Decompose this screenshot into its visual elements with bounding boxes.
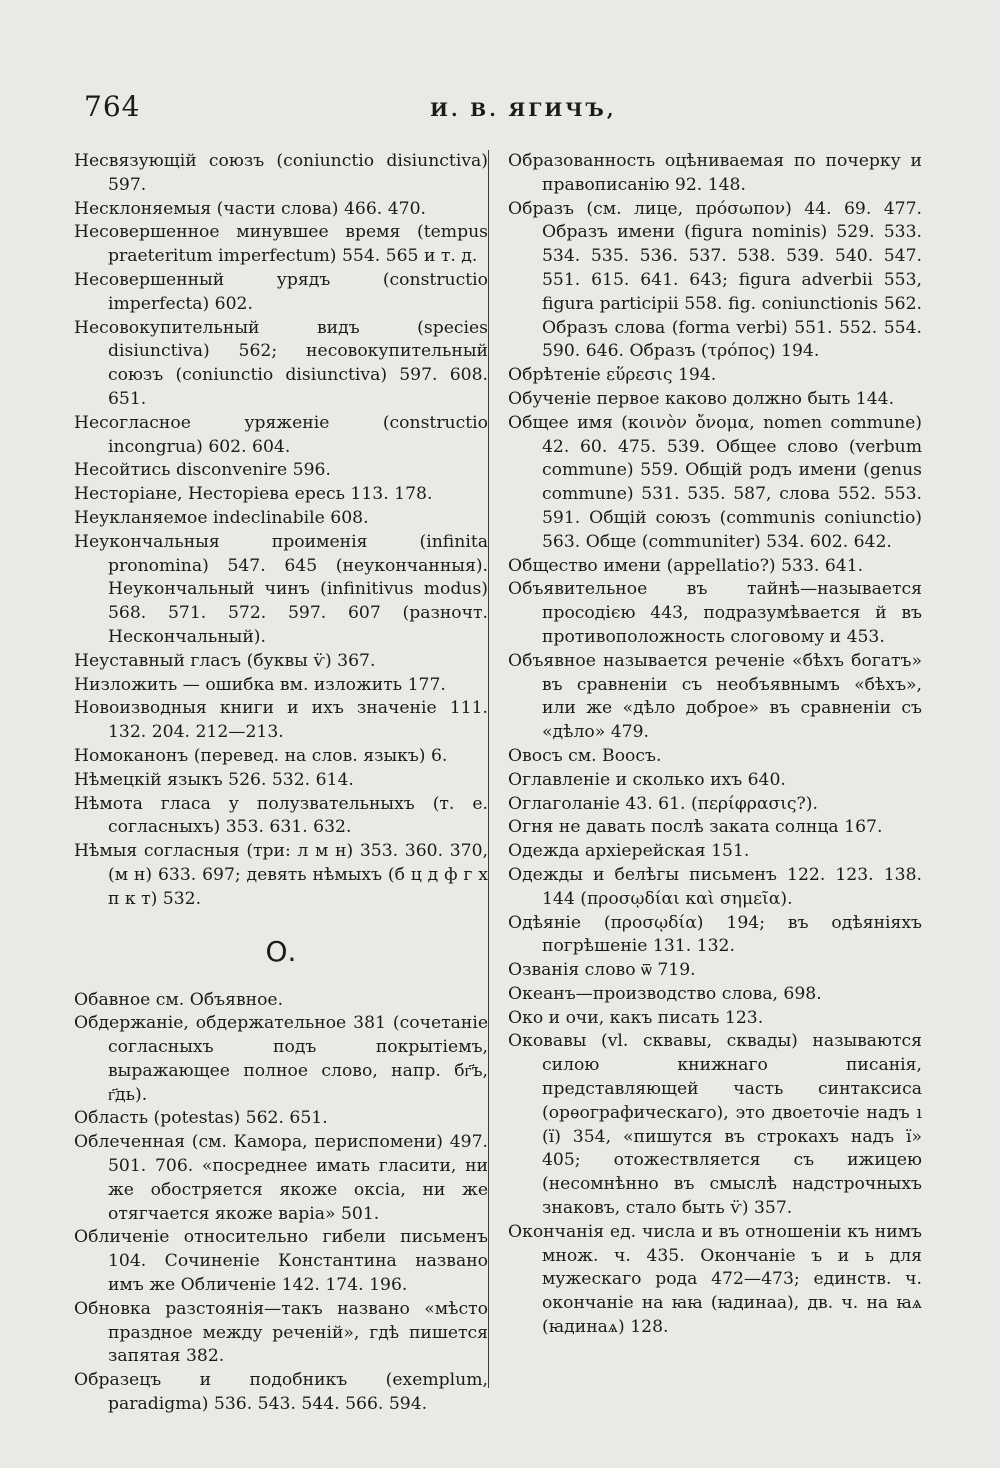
running-head: И. В. ЯГИЧЪ, (430, 99, 617, 121)
index-entry: Оглаголаніе 43. 61. (περίφρασις?). (508, 793, 818, 814)
index-entry: Обдержаніе, обдержательное 381 (сочетаніе согласныхъ подъ покрытіемъ, выражающее полное слово, напр. бг҃ъ, г҃дь). (74, 1013, 488, 1105)
index-entry: Неуставный гласъ (буквы ѵ̈) 367. (74, 650, 376, 671)
index-entry: Образованность оцѣниваемая по почерку и правописанію 92. 148. (508, 151, 922, 195)
index-entry: Океанъ—производство слова, 698. (508, 983, 822, 1004)
index-entry: Общее имя (κοινὸν ὄνομα, nomen commune) 42. 60. 475. 539. Общее слово (verbum commune) 559. Общій родъ имени (genus commune) 531. 535. 587, слова 552. 553. 591. Общій союзъ (communis coniunctio) 563. Обще (communiter) 534. 602. 642. (508, 412, 922, 552)
index-entry: Новоизводныя книги и ихъ значеніе 111. 132. 204. 212—213. (74, 698, 488, 743)
index-entry: Неукланяемое indeclinabile 608. (74, 507, 369, 528)
index-entry: Одежды и белѣгы письменъ 122. 123. 138. 144 (προσῳδίαι καὶ σημεῖα). (508, 864, 922, 909)
index-entry: Нѣмецкій языкъ 526. 532. 614. (74, 769, 354, 790)
index-entry: Одѣяніе (προσῳδία) 194; въ одѣяніяхъ погрѣшеніе 131. 132. (508, 912, 922, 957)
index-entry: Одежда архіерейская 151. (508, 841, 750, 862)
index-entry: Несовершенный урядъ (constructio imperfecta) 602. (74, 269, 488, 314)
index-entry: Овосъ см. Воосъ. (508, 745, 662, 766)
index-entry: Несовершенное минувшее время (tempus praeteritum imperfectum) 554. 565 и т. д. (74, 222, 488, 267)
index-entry: Обрѣтеніе εὕρεσις 194. (508, 365, 717, 386)
index-entry: Облеченная (см. Камора, периспомени) 497. 501. 706. «посреднее имать гласити, ни же обостряется якоже оксіа, ни же отягчается якоже варіа» 501. (74, 1132, 488, 1224)
section-letter: О. (265, 934, 297, 968)
index-entry: Обличеніе относительно гибели письменъ 104. Сочиненіе Константина названо имъ же Обличеніе 142. 174. 196. (74, 1227, 488, 1296)
index-entry: Несогласное уряженіе (constructio incongrua) 602. 604. (74, 412, 488, 457)
page-number: 764 (84, 90, 141, 123)
index-entry: Нѣмыя согласныя (три: л м н) 353. 360. 370, (м н) 633. 697; девять нѣмыхъ (б ц д ф г х п к т) 532. (74, 841, 488, 909)
left-column (74, 150, 488, 1417)
index-entry: Образъ (см. лице, πρόσωπον) 44. 69. 477. Образъ имени (figura nominis) 529. 533. 534. 535. 536. 537. 538. 539. 540. 547. 551. 615. 641. 643; figura adverbii 553, figura participii 558. fig. coniunctionis 562. Образъ слова (forma verbi) 551. 552. 554. 590. 646. Образъ (τρόπος) 194. (508, 198, 922, 362)
index-entry: Обавное см. Объявное. (74, 989, 284, 1010)
index-entries-after (74, 989, 488, 1417)
index-entry: Озванія слово ѿ 719. (508, 960, 696, 981)
index-entry: Объявительное въ тайнѣ—называется просодією 443, подразумѣвается й въ противоположность слоговому и 453. (508, 579, 922, 647)
index-entry: Несторіане, Несторіева ересь 113. 178. (74, 484, 433, 505)
index-entry: Образецъ и подобникъ (exemplum, paradigma) 536. 543. 544. 566. 594. (74, 1370, 488, 1415)
index-entry: Несовокупительный видъ (species disiunctiva) 562; несовокупительный союзъ (coniunctio disiunctiva) 597. 608. 651. (74, 317, 488, 409)
index-entries-before (74, 150, 488, 912)
index-entry: Нѣмота гласа у полузвательныхъ (т. е. согласныхъ) 353. 631. 632. (74, 793, 488, 838)
index-entry: Объявное называется реченіе «бѣхъ богатъ» въ сравненіи съ необъявнымъ «бѣхъ», или же «дѣло доброе» въ сравненіи съ «дѣло» 479. (508, 650, 922, 743)
index-entry: Несклоняемыя (части слова) 466. 470. (74, 198, 426, 219)
index-entry: Оковавы (vl. сквавы, сквады) называются силою книжнаго писанія, представляющей часть синтаксиса (орѳографическаго), это двоеточіе надъ ı (ï) 354, «пишутся въ строкахъ надъ ï» 405; отожествляется съ ижицею (несомнѣнно въ смыслѣ надстрочныхъ знаковъ, стало быть ѵ̈) 357. (508, 1031, 922, 1219)
index-entry: Обученіе первое каково должно быть 144. (508, 388, 895, 409)
right-column (508, 150, 922, 1340)
index-entry: Обновка разстоянія—такъ названо «мѣсто праздное между реченій», гдѣ пишется запятая 382. (74, 1298, 488, 1367)
index-entry: Область (potestas) 562. 651. (74, 1108, 328, 1129)
index-entry: Окончанія ед. числа и въ отношеніи къ нимъ множ. ч. 435. Окончаніе ъ и ь для мужескаго рода 472—473; единств. ч. окончаніе на ꙗꙗ (ꙗдинаа), дв. ч. на ꙗѧ (ꙗдинаѧ) 128. (508, 1221, 922, 1338)
index-entry: Несвязующій союзъ (coniunctio disiunctiva) 597. (74, 151, 488, 195)
index-entry: Номоканонъ (перевед. на слов. языкъ) 6. (74, 745, 448, 766)
index-entries (508, 150, 922, 1340)
column-divider (488, 150, 489, 1388)
index-entry: Несойтись disconvenire 596. (74, 460, 331, 481)
index-entry: Оглавленіе и сколько ихъ 640. (508, 769, 786, 790)
index-entry: Око и очи, какъ писать 123. (508, 1007, 764, 1028)
index-entry: Неукончальныя проименія (infinita pronomina) 547. 645 (неукончанныя). Неукончальный чинъ (infinitivus modus) 568. 571. 572. 597. 607 (разночт. Нескончальный). (74, 531, 488, 647)
index-entry: Общество имени (appellatio?) 533. 641. (508, 555, 864, 576)
index-entry: Огня не давать послѣ заката солнца 167. (508, 817, 883, 838)
index-entry: Низложить — ошибка вм. изложить 177. (74, 674, 446, 695)
